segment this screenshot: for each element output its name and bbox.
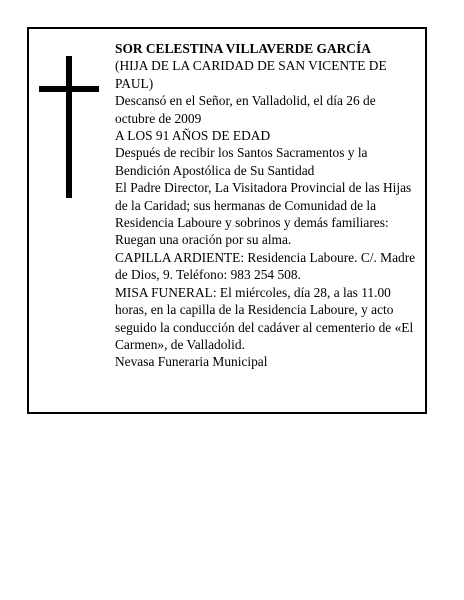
chapel-info: CAPILLA ARDIENTE: Residencia Laboure. C/. Madre de Dios, 9. Teléfono: 983 254 508. <box>115 249 416 283</box>
deceased-name: SOR CELESTINA VILLAVERDE GARCÍA <box>115 41 371 56</box>
funeral-home: Nevasa Funeraria Municipal <box>115 354 268 370</box>
age-line: A LOS 91 AÑOS DE EDAD <box>115 128 271 144</box>
obituary-text <box>115 40 417 371</box>
cross-horizontal-bar <box>39 86 99 92</box>
cross-icon <box>39 56 99 198</box>
funeral-mass-info: MISA FUNERAL: El miércoles, día 28, a las 11.00 horas, en la capilla de la Residencia Laboure, y acto seguido la conducción del cadáver al cementerio de «El Carmen», de Valladolid. <box>115 284 414 352</box>
obituary-notice <box>27 27 427 414</box>
family-request: El Padre Director, La Visitadora Provincial de las Hijas de la Caridad; sus hermanas de Comunidad de la Residencia Laboure y sobrinos y demás familiares: Ruegan una oración por su alma. <box>115 180 412 248</box>
sacraments-line: Después de recibir los Santos Sacramentos y la Bendición Apostólica de Su Santidad <box>115 145 368 178</box>
death-notice: Descansó en el Señor, en Valladolid, el día 26 de octubre de 2009 <box>115 93 376 126</box>
cross-vertical-bar <box>66 56 72 198</box>
religious-order: (HIJA DE LA CARIDAD DE SAN VICENTE DE PAUL) <box>115 58 387 91</box>
